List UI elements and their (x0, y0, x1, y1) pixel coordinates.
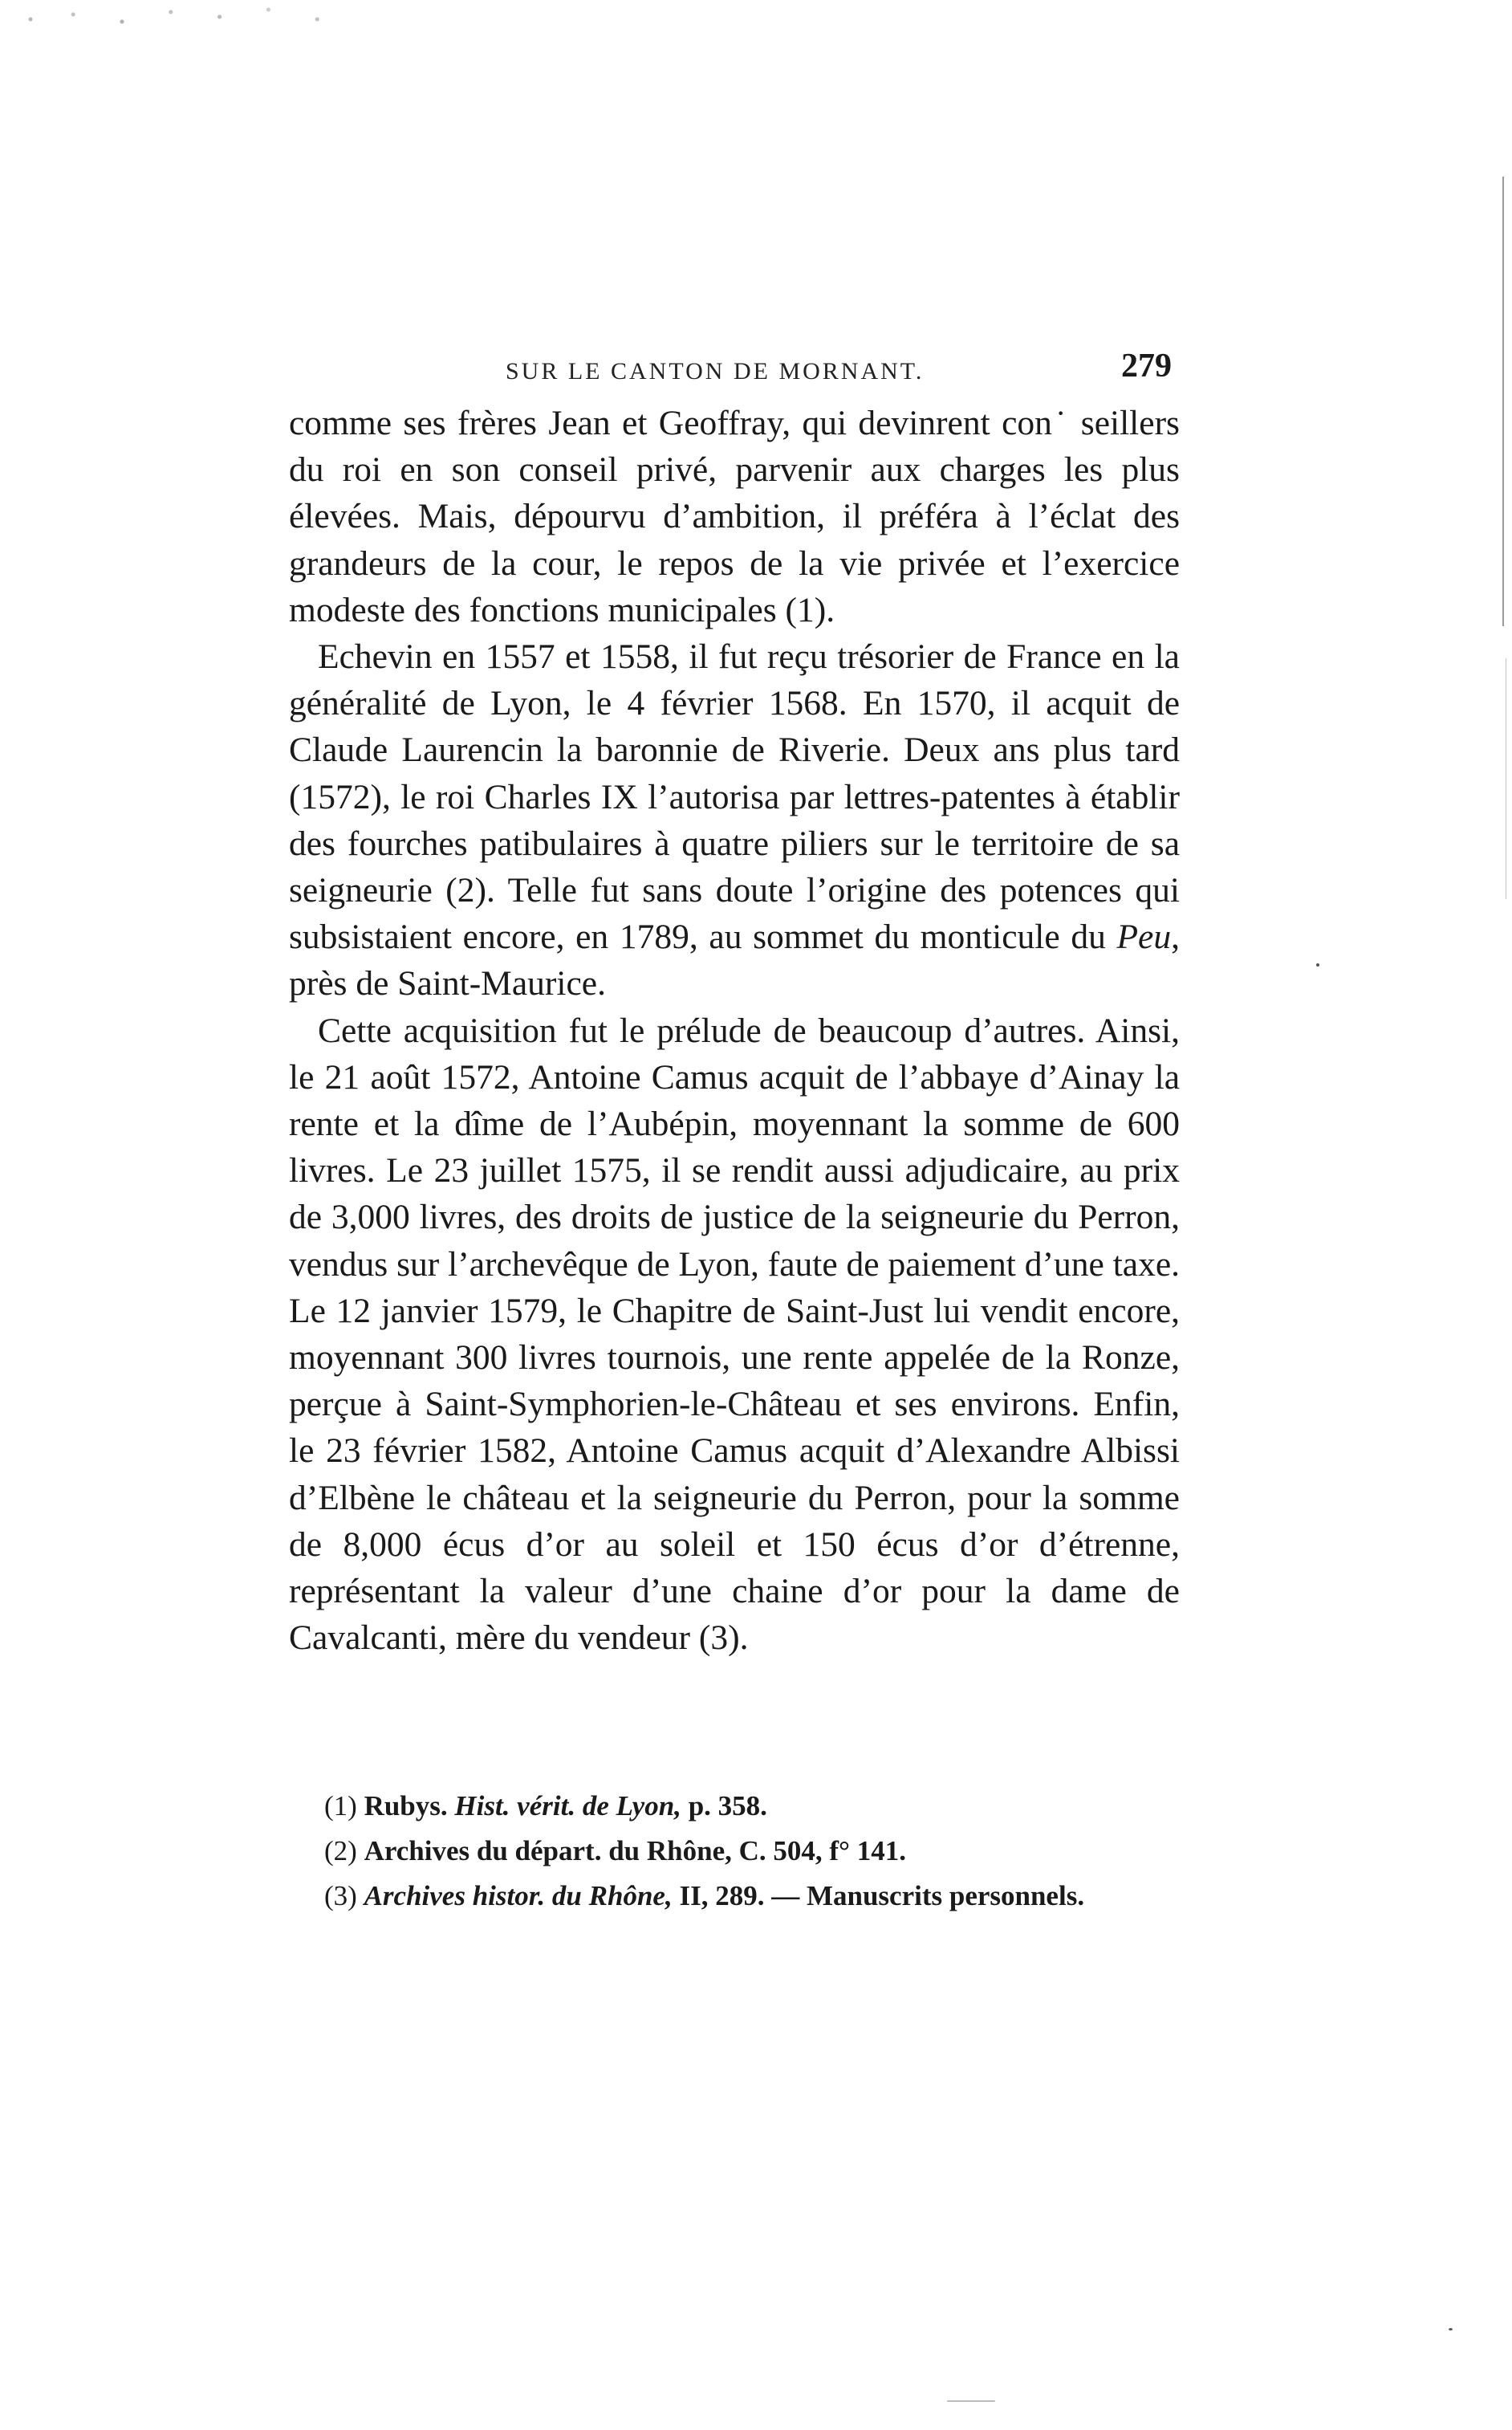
place-name-peu: Peu (1116, 918, 1172, 957)
scan-speck (1449, 2328, 1453, 2330)
footnote-1-mark: (1) (324, 1790, 357, 1821)
page-number: 279 (1121, 348, 1172, 385)
scan-noise (0, 0, 610, 48)
scan-speck (1316, 963, 1319, 967)
paragraph-3: Cette acquisition fut le prélude de beaucoup d’autres. Ainsi, le 21 août 1572, Antoine Camus acquit de l’abbaye d’Ainay la rente et la dîme de l’Aubépin, moyennant la somme de 600 livres. Le 23 juillet 1575, il se rendit aussi adjudicaire, au prix de 3,000 livres, des droits de justice de la seigneurie du Perron, vendus sur l’archevêque de Lyon, faute de paiement d’une taxe. Le 12 janvier 1579, le Chapitre de Saint-Just lui vendit encore, moyennant 300 livres tournois, une rente appelée de la Ronze, perçue à Saint-Symphorien-le-Château et ses environs. Enfin, le 23 février 1582, Antoine Camus acquit d’Alexandre Albissi d’Elbène le château et la seigneurie du Perron, pour la somme de 8,000 écus d’or au soleil et 150 écus d’or d’étrenne, représentant la valeur d’une chaine d’or pour la dame de Cavalcanti, mère du vendeur (3). (289, 1011, 1181, 1658)
footnote-1-italic: Hist. vérit. de Lyon, (454, 1790, 681, 1821)
footnote-3-post: II, 289. — Manuscrits personnels. (672, 1880, 1085, 1911)
footnote-1-post: p. 358. (681, 1790, 767, 1821)
page-header (289, 345, 1180, 393)
running-head: SUR LE CANTON DE MORNANT. (506, 358, 925, 385)
paragraph-1: comme ses frères Jean et Geoffray, qui devinrent con˙ seillers du roi en son conseil privé, parvenir aux charges les plus élevées. Mais, dépourvu d’ambition, il préféra à l’éclat des grandeurs de la cour, le repos de la vie privée et l’exercice modeste des fonctions municipales (1). (289, 404, 1180, 629)
paragraph-2-text: Echevin en 1557 et 1558, il fut reçu trésorier de France en la généralité de Lyon, le 4 février 1568. En 1570, il acquit de Claude Laurencin la baronnie de Riverie. Deux ans plus tard (1572), le roi Charles IX l’autorisa par lettres-patentes à établir des fourches patibulaires à quatre piliers sur le territoire de sa seigneurie (2). Telle fut sans doute l’origine des potences qui subsistaient encore, en 1789, au sommet du monticule du Peu, près de Saint-Maurice. (289, 637, 1180, 1003)
footnotes (289, 1784, 1180, 1919)
footnote-3 (289, 1874, 1180, 1919)
footnote-2-mark: (2) (324, 1835, 357, 1866)
footnote-3-mark: (3) (324, 1880, 357, 1911)
footnote-3-italic: Archives histor. du Rhône, (364, 1880, 673, 1911)
footnote-1-pre: Rubys. (364, 1790, 455, 1821)
footnote-2-pre: Archives du départ. du Rhône, C. 504, f° 141. (364, 1835, 907, 1866)
body-text (289, 400, 1180, 1661)
scan-speck (947, 2400, 995, 2402)
footnote-2 (289, 1829, 1180, 1874)
page-edge-shadow (1502, 177, 1504, 626)
footnote-1 (289, 1784, 1180, 1829)
paragraph-2 (289, 633, 1180, 1007)
